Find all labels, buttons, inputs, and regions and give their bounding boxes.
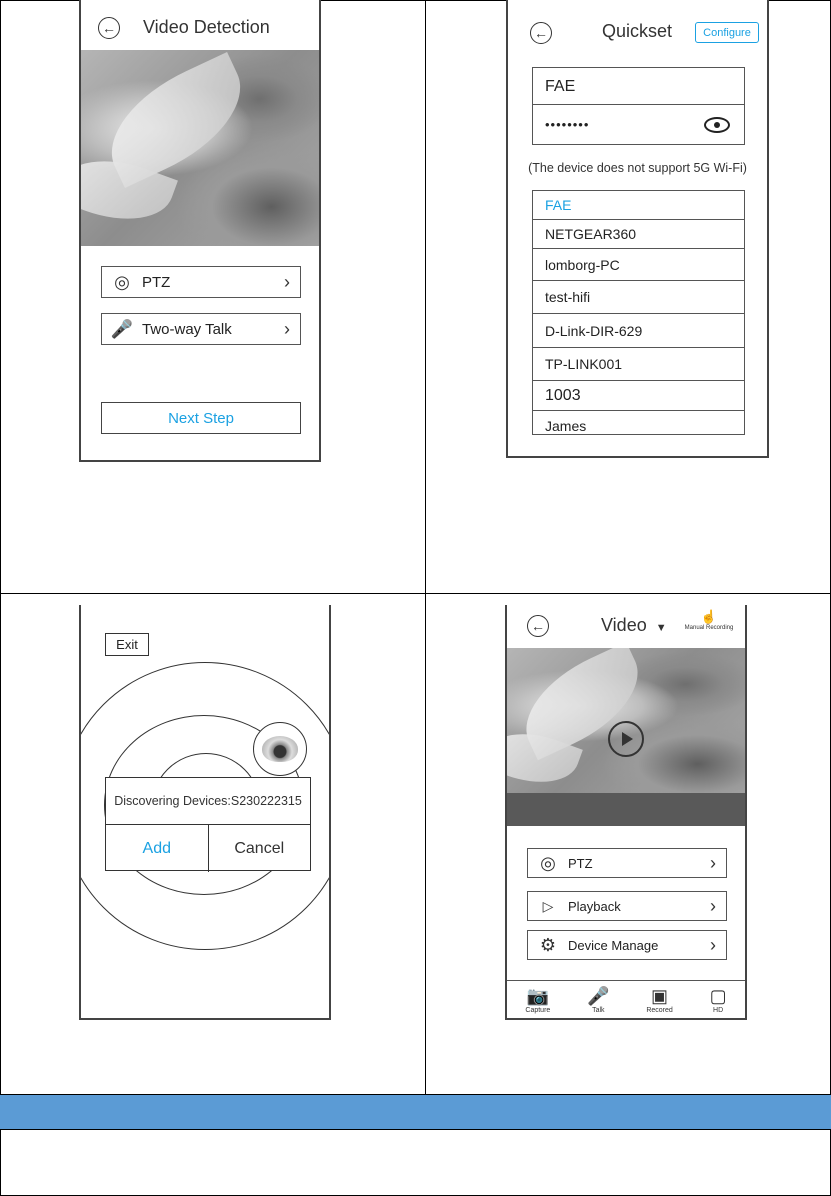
network-item[interactable]: FAE — [533, 191, 744, 220]
cancel-button[interactable]: Cancel — [234, 839, 285, 857]
tab-label: Talk — [592, 1007, 605, 1014]
tab-label: Capture — [525, 1007, 551, 1014]
manual-recording-button[interactable] — [679, 609, 739, 631]
network-item[interactable]: NETGEAR360 — [533, 220, 744, 249]
network-item[interactable]: lomborg-PC — [533, 249, 744, 281]
tab-record[interactable] — [646, 985, 672, 1014]
discover-dialog — [105, 777, 311, 871]
manual-recording-label: Manual Recording — [684, 625, 734, 631]
video-title: Video — [601, 615, 647, 635]
back-arrow-icon[interactable]: ← — [98, 17, 120, 39]
exit-button[interactable]: Exit — [105, 633, 149, 656]
page-title: Video Detection — [143, 17, 270, 37]
chevron-right-icon: › — [284, 318, 290, 339]
network-item[interactable]: test-hifi — [533, 281, 744, 314]
5g-note: (The device does not support 5G Wi-Fi) — [528, 161, 747, 175]
tab-talk[interactable] — [587, 985, 609, 1014]
configure-button[interactable]: Configure — [695, 22, 759, 43]
password-mask: •••••••• — [545, 117, 590, 132]
network-item[interactable]: D-Link-DIR-629 — [533, 314, 744, 348]
phone-video — [505, 605, 747, 1020]
next-step-button[interactable]: Next Step — [101, 402, 301, 434]
phone-quickset — [506, 0, 769, 458]
two-way-talk-menu-button[interactable] — [101, 313, 301, 345]
menu-label: PTZ — [142, 273, 171, 291]
chevron-right-icon: › — [710, 852, 716, 873]
phone-discovering — [79, 605, 331, 1020]
ptz-icon: ◎ — [114, 271, 130, 292]
hd-icon: ▢ — [709, 986, 727, 1006]
tab-capture[interactable] — [525, 985, 550, 1014]
menu-label: Device Manage — [568, 937, 659, 953]
microphone-icon: 🎤 — [110, 318, 134, 339]
ssid-field[interactable]: FAE — [532, 67, 745, 105]
bottom-tab-bar — [507, 980, 745, 1018]
chevron-right-icon: › — [284, 271, 290, 292]
back-arrow-icon[interactable]: ← — [527, 615, 549, 637]
footer-band — [0, 1094, 831, 1130]
ptz-menu-button[interactable] — [101, 266, 301, 298]
chevron-right-icon: › — [710, 895, 716, 916]
play-icon[interactable] — [608, 721, 644, 757]
tab-label: HD — [713, 1007, 724, 1014]
eye-icon[interactable] — [704, 117, 730, 133]
video-control-bar — [507, 793, 745, 826]
page-title — [601, 615, 667, 636]
menu-label: Two-way Talk — [142, 320, 232, 338]
ptz-menu-button[interactable] — [527, 848, 727, 878]
back-arrow-icon[interactable]: ← — [530, 22, 552, 44]
network-item[interactable]: James — [545, 418, 587, 434]
device-manage-menu-button[interactable] — [527, 930, 727, 960]
phone-video-detection — [79, 0, 321, 462]
microphone-icon: 🎤 — [587, 986, 610, 1006]
tab-hd[interactable] — [710, 985, 727, 1014]
camera-preview-image — [81, 50, 319, 246]
video-camera-icon: ▣ — [651, 986, 669, 1006]
chevron-right-icon: › — [710, 934, 716, 955]
menu-label: PTZ — [568, 855, 593, 871]
tab-label: Recored — [646, 1007, 673, 1014]
camera-dome-icon — [253, 722, 307, 776]
page-title: Quickset — [602, 21, 673, 41]
network-item[interactable]: 1003 — [533, 381, 744, 411]
menu-label: Playback — [568, 898, 621, 914]
camera-icon: 📷 — [526, 986, 550, 1006]
grid-divider-horizontal — [0, 593, 831, 594]
discovering-text: Discovering Devices:S230222315 — [106, 778, 310, 825]
network-item[interactable]: TP-LINK001 — [533, 348, 744, 381]
video-preview — [507, 648, 745, 793]
password-field[interactable] — [532, 105, 745, 145]
dropdown-arrow-icon[interactable]: ▼ — [655, 622, 667, 634]
playback-icon: ▷ — [542, 897, 554, 914]
gear-icon: ⚙ — [539, 934, 557, 955]
network-list — [532, 190, 745, 435]
add-button[interactable]: Add — [106, 825, 209, 872]
hand-pointer-icon: ☝ — [700, 609, 718, 624]
grid-divider-vertical — [425, 0, 426, 1094]
ptz-icon: ◎ — [540, 852, 556, 873]
playback-menu-button[interactable] — [527, 891, 727, 921]
